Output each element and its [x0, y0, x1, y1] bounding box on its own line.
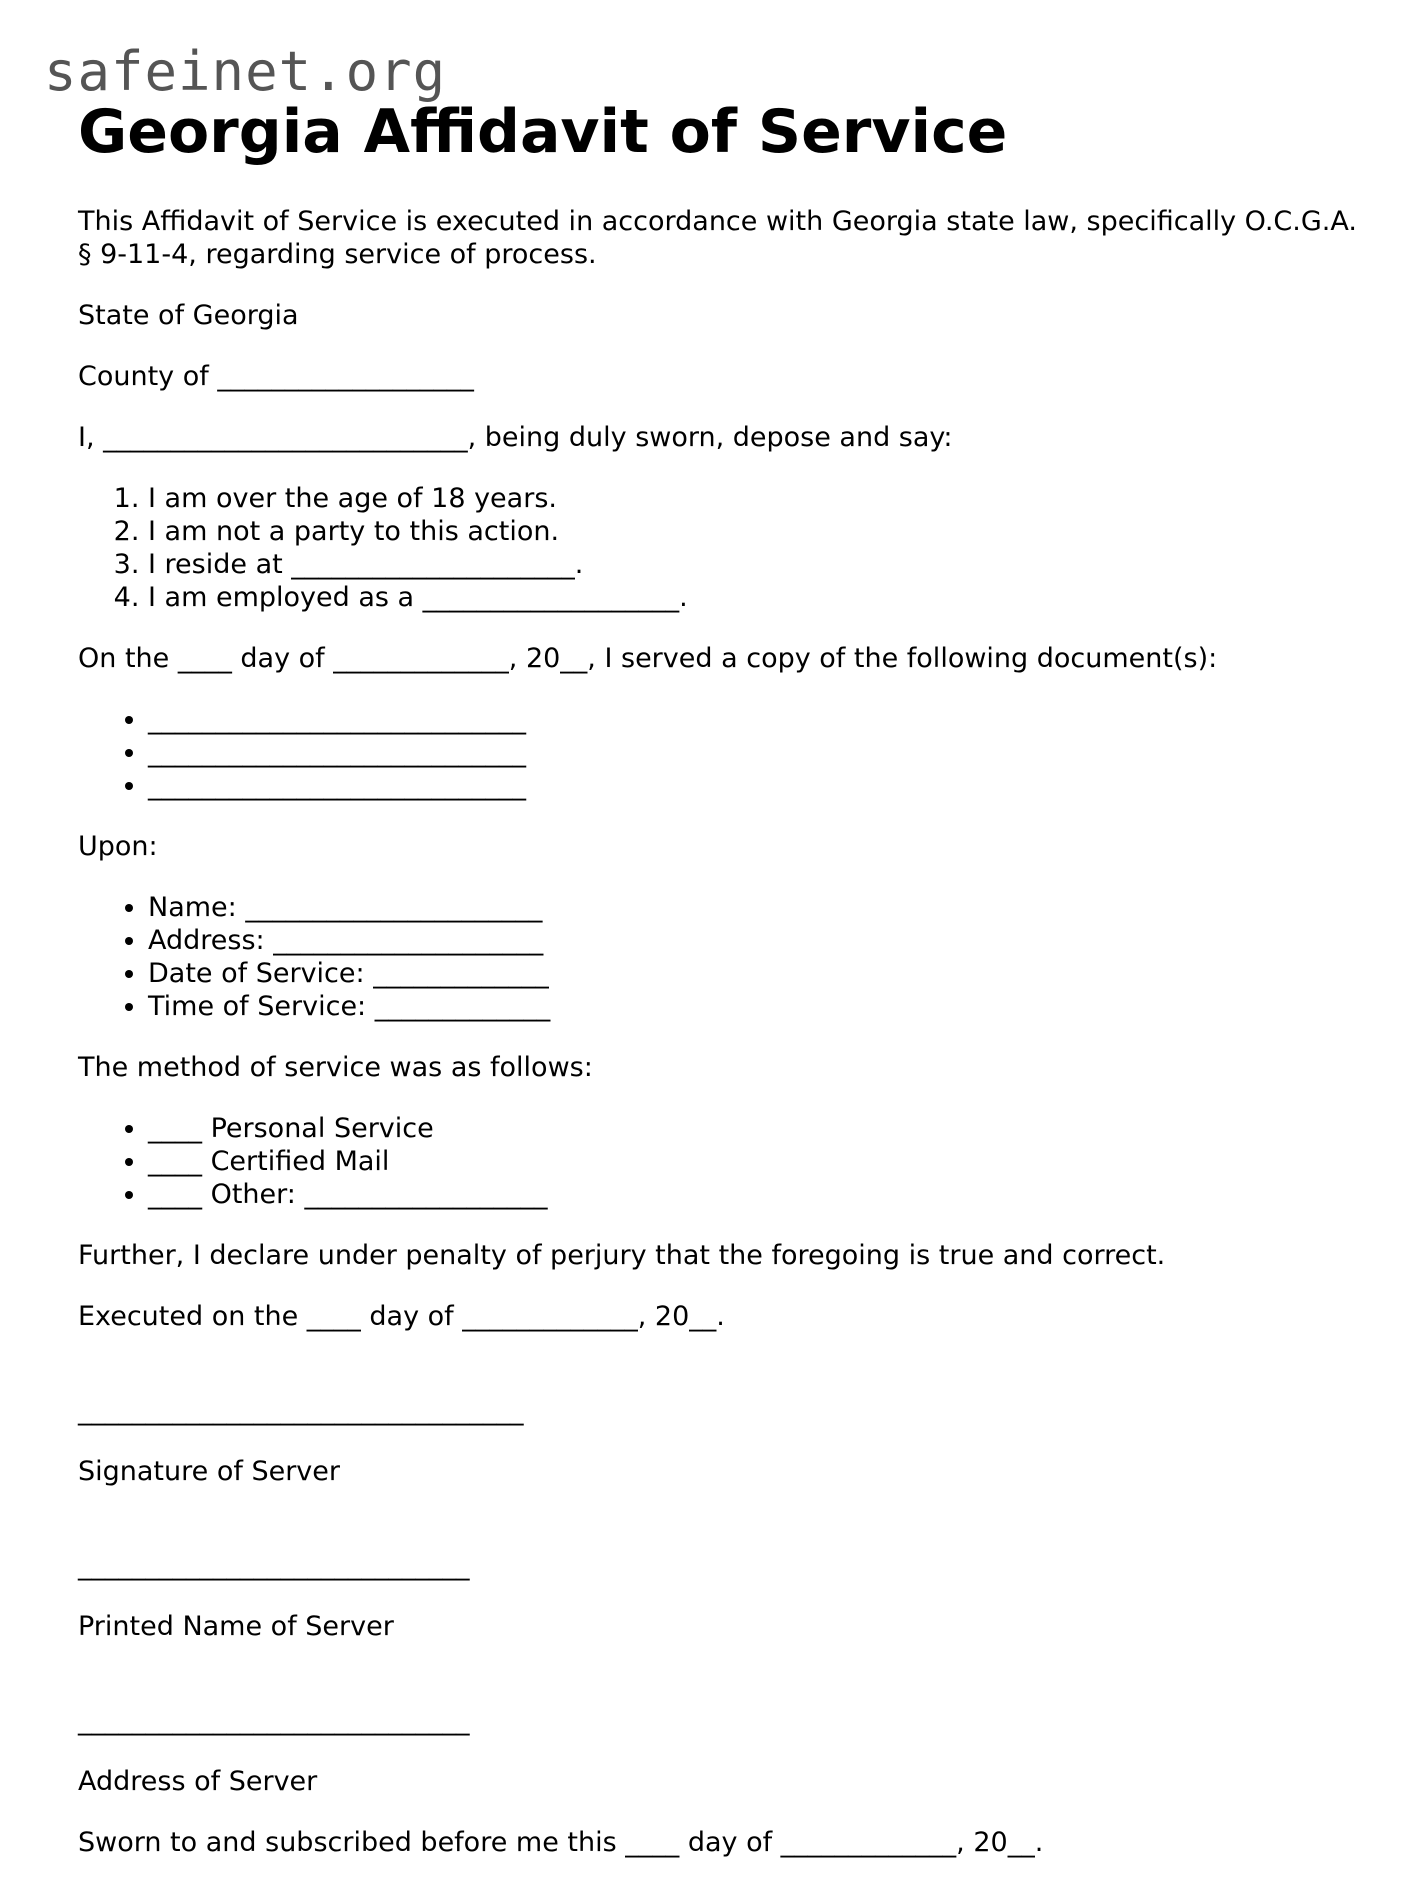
served-line: On the ____ day of _____________, 20__, I served a copy of the following document(s):: [78, 643, 1218, 674]
printed-name-line: _____________________________: [78, 1550, 470, 1581]
document-blank-item: • ____________________________: [148, 769, 1358, 802]
method-certified-mail: • ____ Certified Mail: [148, 1145, 1358, 1178]
signature-label: Signature of Server: [78, 1456, 340, 1487]
document-blank-item: • ____________________________: [148, 736, 1358, 769]
methods-list: [78, 1112, 1358, 1211]
upon-fields-list: [78, 891, 1358, 1023]
upon-field-address: • Address: ____________________: [148, 924, 1358, 957]
affiant-line: I, ___________________________, being duly sworn, depose and say:: [78, 422, 953, 453]
upon-field-time: • Time of Service: _____________: [148, 990, 1358, 1023]
document-blank-item: • ____________________________: [148, 703, 1358, 736]
state-line: State of Georgia: [78, 300, 299, 331]
intro-paragraph: This Affidavit of Service is executed in accordance with Georgia state law, specifically O.C.G.A. § 9-11-4, regarding service of process.: [78, 206, 1366, 270]
declaration-paragraph: Further, I declare under penalty of perjury that the foregoing is true and correct.: [78, 1240, 1166, 1271]
upon-field-date: • Date of Service: _____________: [148, 957, 1358, 990]
executed-line: Executed on the ____ day of _____________, 20__.: [78, 1301, 725, 1332]
printed-name-label: Printed Name of Server: [78, 1611, 394, 1642]
address-label: Address of Server: [78, 1766, 318, 1797]
method-personal-service: • ____ Personal Service: [148, 1112, 1358, 1145]
statement-item: 4. I am employed as a ___________________.: [148, 581, 1358, 614]
method-label: The method of service was as follows:: [78, 1052, 593, 1083]
watermark-text: safeinet.org: [44, 40, 447, 103]
method-other: • ____ Other: __________________: [148, 1178, 1358, 1211]
upon-field-name: • Name: ______________________: [148, 891, 1358, 924]
county-line: County of ___________________: [78, 361, 474, 392]
sworn-line: Sworn to and subscribed before me this ____ day of _____________, 20__.: [78, 1827, 1044, 1858]
document-title: Georgia Affidavit of Service: [78, 97, 1008, 167]
signature-line: _________________________________: [78, 1395, 524, 1426]
documents-list: [78, 703, 1358, 802]
statement-item: 1. I am over the age of 18 years.: [148, 482, 1358, 515]
affidavit-document: [78, 96, 1366, 1887]
address-line: _____________________________: [78, 1705, 470, 1736]
statement-item: 2. I am not a party to this action.: [148, 515, 1358, 548]
upon-label: Upon:: [78, 831, 158, 862]
statements-list: [78, 482, 1358, 614]
statement-item: 3. I reside at _____________________.: [148, 548, 1358, 581]
